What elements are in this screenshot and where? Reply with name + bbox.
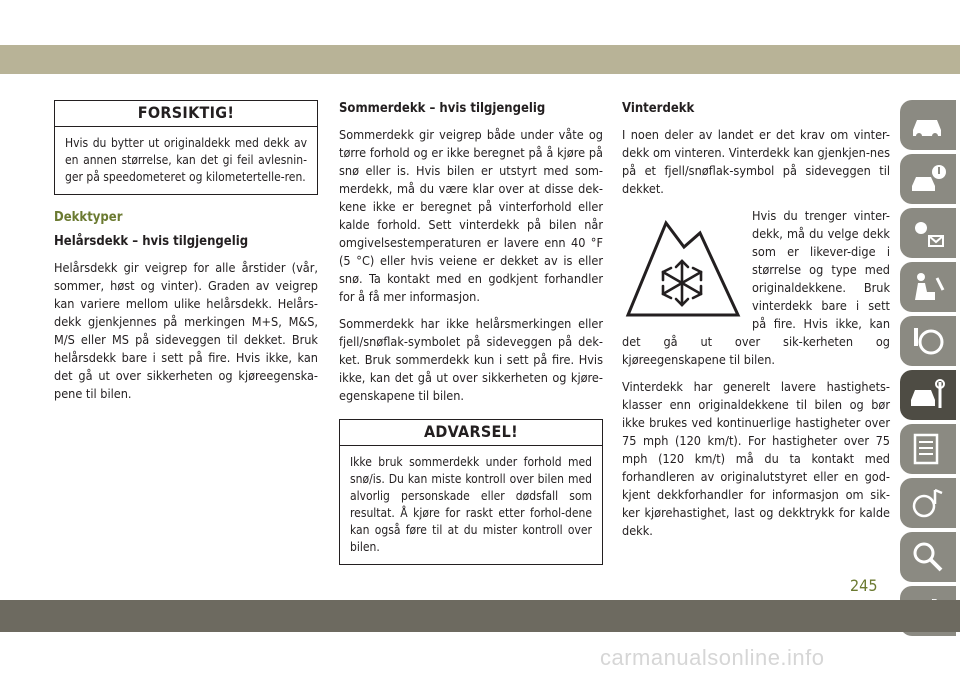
maintenance-list-icon	[909, 432, 947, 466]
warning-title: ADVARSEL!	[340, 420, 602, 446]
winter-text-1: I noen deler av landet er det krav om vinter-dekk om vinteren. Vinterdekk kan gjenkjen-nes på et fjell/snøflak-symbol på sideveggen til dekket.	[622, 127, 890, 196]
summer-text-1: Sommerdekk gir veigrep både under våte og tørre forhold og er ikke beregnet på å kjøre på snø eller is. Hvis bilen er utstyrt med som-merdekk, må du være klar over at disse dek-kene ikke er beregnet på vinterforhold eller kalde forhold. Sett vinterdekk på bilen når omgivelsestemperaturen er lavere enn 40 °F (5 °C) eller hvis veiene er dekket av is eller snø. Ta kontakt med en godkjent forhandler for å få mer informasjon.	[339, 127, 603, 304]
summer-title: Sommerdekk – hvis tilgjengelig	[339, 101, 546, 116]
winter-text-3: Vinterdekk har generelt lavere hastighets-klasser enn originaldekkene til bilen og bør ikke brukes ved kontinuerlige hastigheter over 75 mph (120 km/t). For hastigheter over 75 mph (120 km/t) må du ta kontakt med forhandleren av originalutstyret eller en god-kjent dekkforhandler for informasjon om sik-ker kjørehastighet, last og dekktrykk for kalde dekk.	[622, 379, 890, 538]
search-icon	[909, 540, 947, 574]
tab-car-service[interactable]	[900, 370, 956, 420]
page-number: 245	[850, 576, 878, 595]
summer-text-2: Sommerdekk har ikke helårsmerkingen eller fjell/snøflak-symbolet på sideveggen på dek-ket. Bruk sommerdekk kun i sett på fire. Hvis ikke, kan det gå ut over sikkerheten og kjøre-egenskapene til bilen.	[339, 316, 603, 403]
car-info-icon	[909, 108, 947, 142]
caution-text: Hvis du bytter ut originaldekk med dekk av en annen størrelse, kan det gi feil avlesnin-ger på speedometeret og kilometertelle-ren.	[65, 136, 307, 184]
warning-text: Ikke bruk sommerdekk under forhold med snø/is. Du kan miste kontroll over bilen med alvorlig personskade eller dødsfall som resultat. Å kjøre for raskt etter forhol-dene kan også føre til at du mister kontroll over bilen.	[350, 455, 592, 554]
car-service-icon	[909, 378, 947, 412]
steering-wheel-icon	[909, 324, 947, 358]
tab-maintenance[interactable]	[900, 424, 956, 474]
tab-car-alert[interactable]	[900, 154, 956, 204]
winter-text-2: Hvis du trenger vinter-dekk, må du velge dekk som er likever-dige i størrelse og type med originaldekkene. Bruk vinterdekk bare i sett på fire. Hvis ikke, kan det gå ut over sik-kerheten og kjøreegenskapene til bilen.	[622, 208, 890, 367]
tab-dashboard-lights[interactable]	[900, 208, 956, 258]
tab-safety[interactable]	[900, 262, 956, 312]
safety-seat-icon	[909, 270, 947, 304]
allseason-text: Helårsdekk gir veigrep for alle årstider (vår, sommer, høst og vinter). Graden av veigrep kan variere mellom ulike helårsdekk. Helårs-dekk gjenkjennes på merkingen M+S, M&S, M/S eller MS på sideveggen til dekket. Bruk helårsdekk bare i sett på fire. Hvis ikke, kan det gå ut over sikkerheten og kjøreegenska-pene til bilen.	[54, 260, 318, 401]
car-alert-icon	[909, 162, 947, 196]
winter-figure-wrap	[622, 207, 890, 378]
dashboard-lights-icon	[909, 216, 947, 250]
warning-box	[339, 419, 603, 565]
section-title: Dekktyper	[54, 210, 123, 225]
winter-title: Vinterdekk	[622, 101, 695, 116]
allseason-title: Helårsdekk – hvis tilgjengelig	[54, 234, 249, 249]
tab-search[interactable]	[900, 532, 956, 582]
mountain-snowflake-icon	[624, 207, 742, 319]
column-3	[622, 100, 890, 549]
tab-multimedia[interactable]	[900, 478, 956, 528]
multimedia-icon	[909, 486, 947, 520]
caution-title: FORSIKTIG!	[55, 101, 317, 127]
tab-steering[interactable]	[900, 316, 956, 366]
column-1	[54, 100, 318, 412]
watermark: carmanualsonline.info	[600, 645, 825, 670]
column-2	[339, 100, 603, 575]
tab-car-info[interactable]	[900, 100, 956, 150]
caution-box	[54, 100, 318, 195]
header-band	[0, 45, 960, 74]
chapter-tabs	[900, 100, 960, 640]
footer-band	[0, 600, 960, 632]
